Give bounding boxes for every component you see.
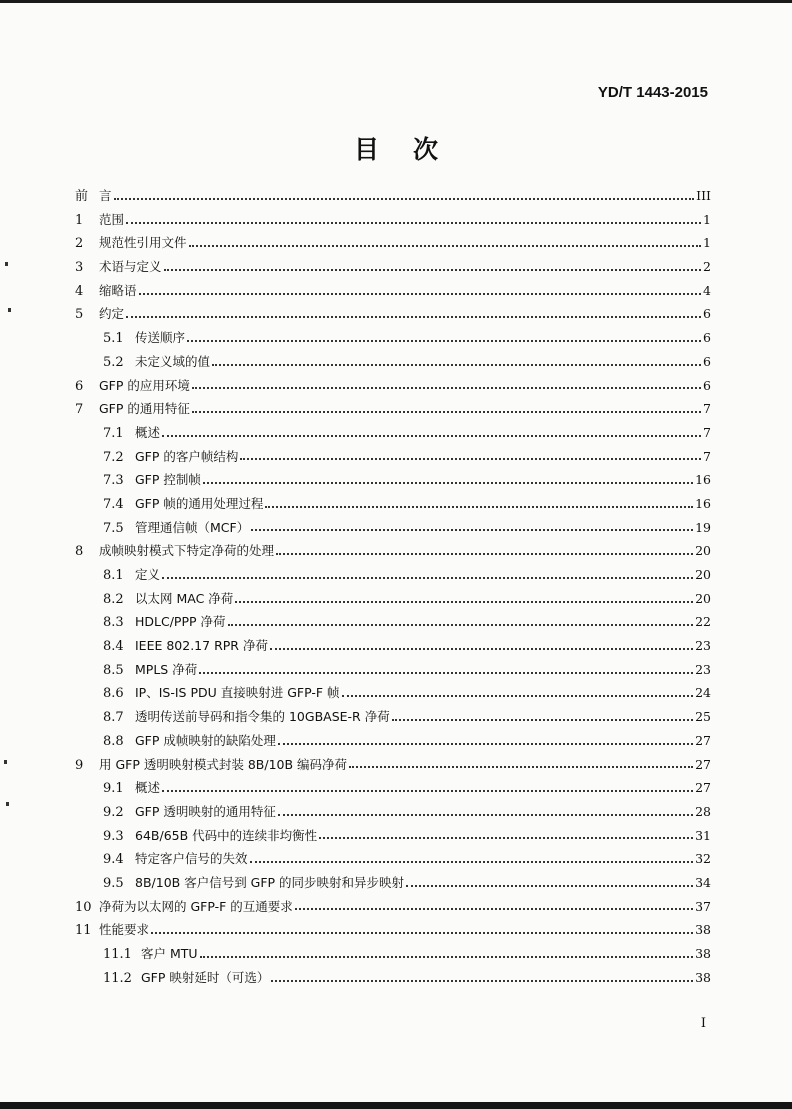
toc-entry-number: 8.6 bbox=[103, 686, 124, 702]
toc-entry[interactable] bbox=[75, 421, 711, 445]
toc-entry-page: 20 bbox=[695, 543, 711, 559]
toc-entry[interactable] bbox=[75, 966, 711, 990]
toc-entry[interactable] bbox=[75, 610, 711, 634]
toc-entry-number: 9.5 bbox=[103, 875, 124, 891]
toc-entry-title: 范围 bbox=[99, 211, 125, 227]
scan-edge-top bbox=[0, 0, 792, 3]
dot-leader bbox=[192, 411, 701, 413]
dot-leader bbox=[319, 837, 693, 839]
toc-entry-page: 34 bbox=[695, 874, 711, 890]
toc-entry[interactable] bbox=[75, 918, 711, 942]
toc-entry-page: 24 bbox=[695, 685, 711, 701]
toc-entry-title: GFP 透明映射的通用特征 bbox=[135, 803, 276, 819]
toc-entry-title: 客户 MTU bbox=[141, 946, 198, 961]
toc-entry[interactable] bbox=[75, 302, 711, 326]
dot-leader bbox=[126, 222, 701, 224]
toc-entry-page: 6 bbox=[703, 330, 711, 346]
toc-entry[interactable] bbox=[75, 824, 711, 848]
dot-leader bbox=[126, 316, 701, 318]
toc-entry-page: 25 bbox=[695, 709, 711, 725]
scan-speck bbox=[8, 308, 11, 312]
dot-leader bbox=[192, 387, 701, 389]
toc-entry[interactable] bbox=[75, 753, 711, 777]
toc-entry-number: 3 bbox=[75, 260, 84, 276]
toc-entry-page: 37 bbox=[695, 898, 711, 914]
toc-entry-page: III bbox=[696, 188, 711, 203]
scan-speck bbox=[5, 262, 8, 266]
toc-entry-page: 27 bbox=[695, 780, 711, 796]
dot-leader bbox=[278, 814, 693, 816]
toc-entry-page: 16 bbox=[695, 472, 711, 488]
toc-entry-number: 7.1 bbox=[103, 425, 124, 441]
toc-entry-number: 前 bbox=[75, 189, 89, 204]
toc-entry-number: 7.4 bbox=[103, 496, 124, 512]
toc-entry-title: GFP 映射延时（可选） bbox=[141, 969, 270, 985]
toc-entry-number: 8.5 bbox=[103, 662, 124, 678]
toc-entry[interactable] bbox=[75, 871, 711, 895]
toc-entry[interactable] bbox=[75, 847, 711, 871]
toc-entry-page: 38 bbox=[695, 922, 711, 938]
dot-leader bbox=[187, 340, 701, 342]
dot-leader bbox=[189, 245, 701, 247]
toc-entry[interactable] bbox=[75, 279, 711, 303]
dot-leader bbox=[162, 790, 693, 792]
toc-entry-number: 9.4 bbox=[103, 852, 124, 868]
toc-entry-number: 8.3 bbox=[103, 615, 124, 631]
toc-entry[interactable] bbox=[75, 942, 711, 966]
dot-leader bbox=[265, 506, 693, 508]
page-number: I bbox=[700, 1016, 706, 1031]
toc-entry-title: 定义 bbox=[135, 567, 161, 582]
dot-leader bbox=[228, 624, 694, 626]
toc-entry-title: 概述 bbox=[135, 424, 161, 440]
toc-entry-page: 38 bbox=[695, 946, 711, 961]
toc-entry-title: GFP 控制帧 bbox=[135, 472, 201, 488]
toc-entry[interactable] bbox=[75, 776, 711, 800]
toc-entry[interactable] bbox=[75, 397, 711, 421]
toc-entry-title: 缩略语 bbox=[99, 282, 137, 298]
toc-entry-number: 1 bbox=[75, 212, 84, 228]
toc-entry-title: GFP 帧的通用处理过程 bbox=[135, 495, 264, 511]
toc-entry-page: 1 bbox=[703, 211, 711, 227]
toc-entry-title: 透明传送前导码和指令集的 10GBASE-R 净荷 bbox=[135, 709, 390, 725]
toc-entry-title: 以太网 MAC 净荷 bbox=[135, 590, 234, 606]
toc-entry-title: 管理通信帧（MCF） bbox=[135, 519, 250, 535]
toc-entry-number: 6 bbox=[75, 378, 84, 394]
toc-entry-page: 16 bbox=[695, 495, 711, 511]
table-of-contents bbox=[75, 184, 711, 989]
toc-entry-number: 11.1 bbox=[103, 947, 132, 962]
toc-entry-page: 23 bbox=[695, 638, 711, 654]
toc-entry-page: 6 bbox=[703, 306, 711, 322]
toc-entry-title: 传送顺序 bbox=[135, 330, 186, 346]
toc-entry-title: 8B/10B 客户信号到 GFP 的同步映射和异步映射 bbox=[135, 874, 405, 890]
toc-entry-title: 性能要求 bbox=[99, 922, 150, 938]
toc-entry-title: 64B/65B 代码中的连续非均衡性 bbox=[135, 827, 318, 843]
toc-entry-page: 27 bbox=[695, 756, 711, 772]
toc-entry-page: 31 bbox=[695, 827, 711, 843]
page-title: 目次 bbox=[353, 135, 472, 164]
toc-entry-page: 20 bbox=[695, 567, 711, 582]
dot-leader bbox=[212, 364, 701, 366]
toc-entry-title: 特定客户信号的失效 bbox=[135, 851, 248, 867]
toc-entry-number: 10 bbox=[75, 899, 92, 915]
toc-entry[interactable] bbox=[75, 184, 711, 208]
toc-entry[interactable] bbox=[75, 326, 711, 350]
dot-leader bbox=[251, 529, 693, 531]
toc-entry-title: IP、IS-IS PDU 直接映射进 GFP-F 帧 bbox=[135, 685, 340, 701]
toc-entry-number: 9.2 bbox=[103, 804, 124, 820]
toc-entry-page: 19 bbox=[695, 519, 711, 535]
toc-entry-page: 6 bbox=[703, 377, 711, 393]
toc-entry[interactable] bbox=[75, 468, 711, 492]
dot-leader bbox=[342, 695, 694, 697]
toc-entry-number: 8 bbox=[75, 544, 84, 560]
toc-entry[interactable] bbox=[75, 563, 711, 587]
toc-entry-title: 约定 bbox=[99, 306, 125, 322]
dot-leader bbox=[278, 743, 693, 745]
toc-entry[interactable] bbox=[75, 587, 711, 611]
toc-entry-number: 5 bbox=[75, 307, 84, 323]
dot-leader bbox=[250, 861, 694, 863]
scan-speck bbox=[4, 760, 7, 764]
dot-leader bbox=[151, 932, 693, 934]
dot-leader bbox=[162, 577, 693, 579]
scan-speck bbox=[6, 802, 9, 806]
toc-entry-number: 7.3 bbox=[103, 473, 124, 489]
document-code: YD/T 1443-2015 bbox=[597, 84, 708, 101]
toc-entry-title: GFP 的应用环境 bbox=[99, 377, 190, 393]
toc-entry-page: 22 bbox=[695, 614, 711, 630]
toc-entry-title: 术语与定义 bbox=[99, 259, 162, 275]
toc-entry-number: 8.7 bbox=[103, 710, 124, 726]
toc-entry-page: 7 bbox=[703, 424, 711, 440]
toc-entry-number: 5.1 bbox=[103, 331, 124, 347]
toc-entry[interactable] bbox=[75, 729, 711, 753]
toc-entry-page: 38 bbox=[695, 969, 711, 985]
toc-entry-title: 成帧映射模式下特定净荷的处理 bbox=[99, 543, 275, 559]
toc-entry-title: GFP 的通用特征 bbox=[99, 401, 190, 417]
toc-entry[interactable] bbox=[75, 231, 711, 255]
toc-entry-title: GFP 的客户帧结构 bbox=[135, 448, 239, 464]
toc-entry-title: HDLC/PPP 净荷 bbox=[135, 614, 226, 630]
toc-entry-page: 1 bbox=[703, 235, 711, 251]
toc-entry-number: 9 bbox=[75, 757, 84, 773]
toc-entry[interactable] bbox=[75, 208, 711, 232]
toc-entry[interactable] bbox=[75, 492, 711, 516]
toc-entry-number: 11 bbox=[75, 923, 92, 939]
toc-entry-page: 27 bbox=[695, 732, 711, 748]
toc-entry-title: 用 GFP 透明映射模式封装 8B/10B 编码净荷 bbox=[99, 756, 348, 772]
dot-leader bbox=[164, 269, 701, 271]
toc-entry-page: 2 bbox=[703, 259, 711, 275]
scan-edge-bottom bbox=[0, 1102, 792, 1109]
dot-leader bbox=[235, 601, 693, 603]
toc-entry-number: 8.4 bbox=[103, 639, 124, 655]
toc-entry-number: 7.2 bbox=[103, 449, 124, 465]
dot-leader bbox=[240, 458, 701, 460]
toc-entry[interactable] bbox=[75, 516, 711, 540]
toc-entry-page: 23 bbox=[695, 661, 711, 677]
toc-entry-title: 未定义域的值 bbox=[135, 353, 211, 369]
toc-entry-title: IEEE 802.17 RPR 净荷 bbox=[135, 638, 268, 654]
toc-entry[interactable] bbox=[75, 539, 711, 563]
dot-leader bbox=[199, 672, 693, 674]
toc-entry[interactable] bbox=[75, 350, 711, 374]
toc-entry-number: 9.3 bbox=[103, 828, 124, 844]
toc-entry-number: 7 bbox=[75, 402, 84, 418]
toc-entry[interactable] bbox=[75, 800, 711, 824]
toc-entry-number: 4 bbox=[75, 283, 84, 299]
toc-entry-page: 7 bbox=[703, 448, 711, 464]
toc-entry-number: 9.1 bbox=[103, 781, 124, 797]
toc-entry[interactable] bbox=[75, 681, 711, 705]
toc-entry[interactable] bbox=[75, 374, 711, 398]
dot-leader bbox=[203, 482, 693, 484]
dot-leader bbox=[349, 766, 693, 768]
toc-entry-title: 言 bbox=[99, 188, 112, 203]
toc-entry-title: GFP 成帧映射的缺陷处理 bbox=[135, 732, 276, 748]
toc-entry-number: 11.2 bbox=[103, 970, 132, 986]
toc-entry-title: 概述 bbox=[135, 780, 161, 796]
toc-entry-page: 6 bbox=[703, 353, 711, 369]
dot-leader bbox=[392, 719, 693, 721]
toc-entry-page: 20 bbox=[695, 590, 711, 606]
toc-entry-number: 8.2 bbox=[103, 591, 124, 607]
toc-entry[interactable] bbox=[75, 634, 711, 658]
toc-entry[interactable] bbox=[75, 895, 711, 919]
dot-leader bbox=[295, 908, 693, 910]
toc-entry-number: 2 bbox=[75, 236, 84, 252]
toc-entry-number: 7.5 bbox=[103, 520, 124, 536]
toc-entry-title: 净荷为以太网的 GFP-F 的互通要求 bbox=[99, 898, 293, 914]
dot-leader bbox=[162, 435, 701, 437]
dot-leader bbox=[114, 198, 695, 200]
toc-entry-title: MPLS 净荷 bbox=[135, 661, 198, 677]
toc-entry-title: 规范性引用文件 bbox=[99, 235, 187, 251]
toc-entry[interactable] bbox=[75, 658, 711, 682]
dot-leader bbox=[276, 553, 693, 555]
dot-leader bbox=[406, 885, 693, 887]
toc-entry-number: 8.8 bbox=[103, 733, 124, 749]
toc-entry-page: 28 bbox=[695, 803, 711, 819]
toc-entry-page: 4 bbox=[703, 282, 711, 298]
dot-leader bbox=[200, 956, 694, 958]
toc-entry-number: 5.2 bbox=[103, 354, 124, 370]
toc-entry[interactable] bbox=[75, 705, 711, 729]
dot-leader bbox=[270, 648, 693, 650]
toc-entry-page: 7 bbox=[703, 401, 711, 417]
toc-entry-number: 8.1 bbox=[103, 568, 124, 583]
toc-entry[interactable] bbox=[75, 445, 711, 469]
toc-entry[interactable] bbox=[75, 255, 711, 279]
dot-leader bbox=[139, 293, 701, 295]
toc-entry-page: 32 bbox=[695, 851, 711, 867]
dot-leader bbox=[271, 980, 693, 982]
